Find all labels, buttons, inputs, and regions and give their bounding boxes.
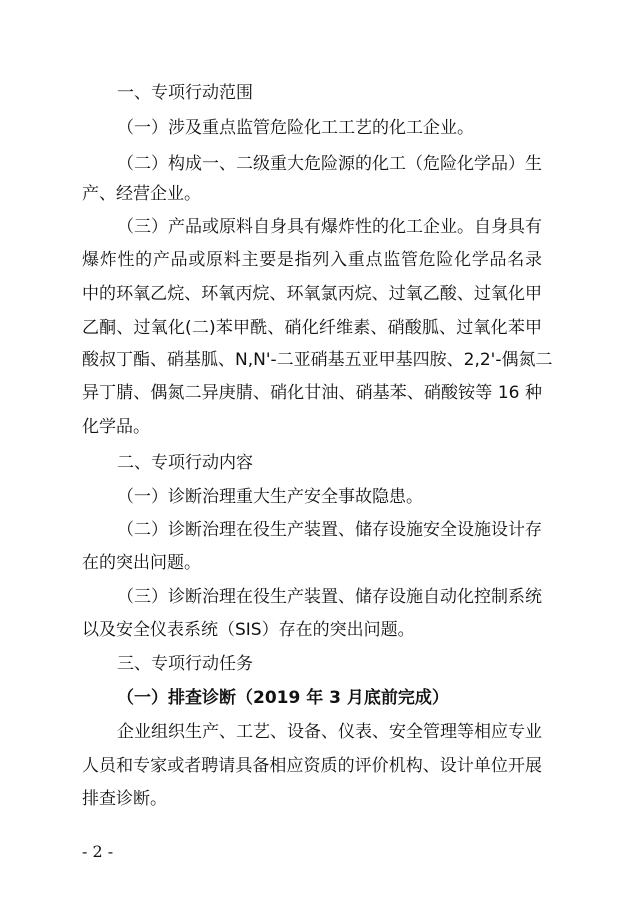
paragraph-line: （三）产品或原料自身具有爆炸性的化工企业。自身具有 (117, 217, 542, 237)
paragraph-line: 中的环氧乙烷、环氧丙烷、环氧氯丙烷、过氧乙酸、过氧化甲 (82, 284, 542, 304)
paragraph-line: 产、经营企业。 (82, 184, 201, 204)
section-heading-tasks: 三、专项行动任务 (117, 654, 253, 674)
paragraph-line: （一）涉及重点监管危险化工工艺的化工企业。 (117, 118, 474, 138)
page-number: - 2 - (82, 842, 114, 861)
section-heading-content: 二、专项行动内容 (117, 453, 253, 473)
section-heading-scope: 一、专项行动范围 (117, 83, 253, 103)
paragraph-line: 化学品。 (82, 417, 150, 437)
paragraph-line: 以及安全仪表系统（SIS）存在的突出问题。 (82, 620, 415, 640)
paragraph-line: 人员和专家或者聘请具备相应资质的评价机构、设计单位开展 (82, 756, 542, 776)
paragraph-line: （三）诊断治理在役生产装置、储存设施自动化控制系统 (117, 587, 542, 607)
paragraph-line: 排查诊断。 (82, 789, 167, 809)
paragraph-line: （一）诊断治理重大生产安全事故隐患。 (117, 487, 423, 507)
paragraph-line: 爆炸性的产品或原料主要是指列入重点监管危险化学品名录 (82, 250, 542, 270)
paragraph-line: 在的突出问题。 (82, 553, 201, 573)
paragraph-line: 企业组织生产、工艺、设备、仪表、安全管理等相应专业 (117, 722, 542, 742)
paragraph-line: （二）诊断治理在役生产装置、储存设施安全设施设计存 (117, 520, 542, 540)
paragraph-line: 异丁腈、偶氮二异庚腈、硝化甘油、硝基苯、硝酸铵等 16 种 (82, 383, 542, 403)
paragraph-line: 酸叔丁酯、硝基胍、N,N'-二亚硝基五亚甲基四胺、2,2'-偶氮二 (82, 350, 553, 370)
paragraph-line: （二）构成一、二级重大危险源的化工（危险化学品）生 (117, 154, 542, 174)
paragraph-line: 乙酮、过氧化(二)苯甲酰、硝化纤维素、硝酸胍、过氧化苯甲 (82, 318, 542, 338)
subheading-investigation: （一）排查诊断（2019 年 3 月底前完成） (117, 688, 449, 708)
